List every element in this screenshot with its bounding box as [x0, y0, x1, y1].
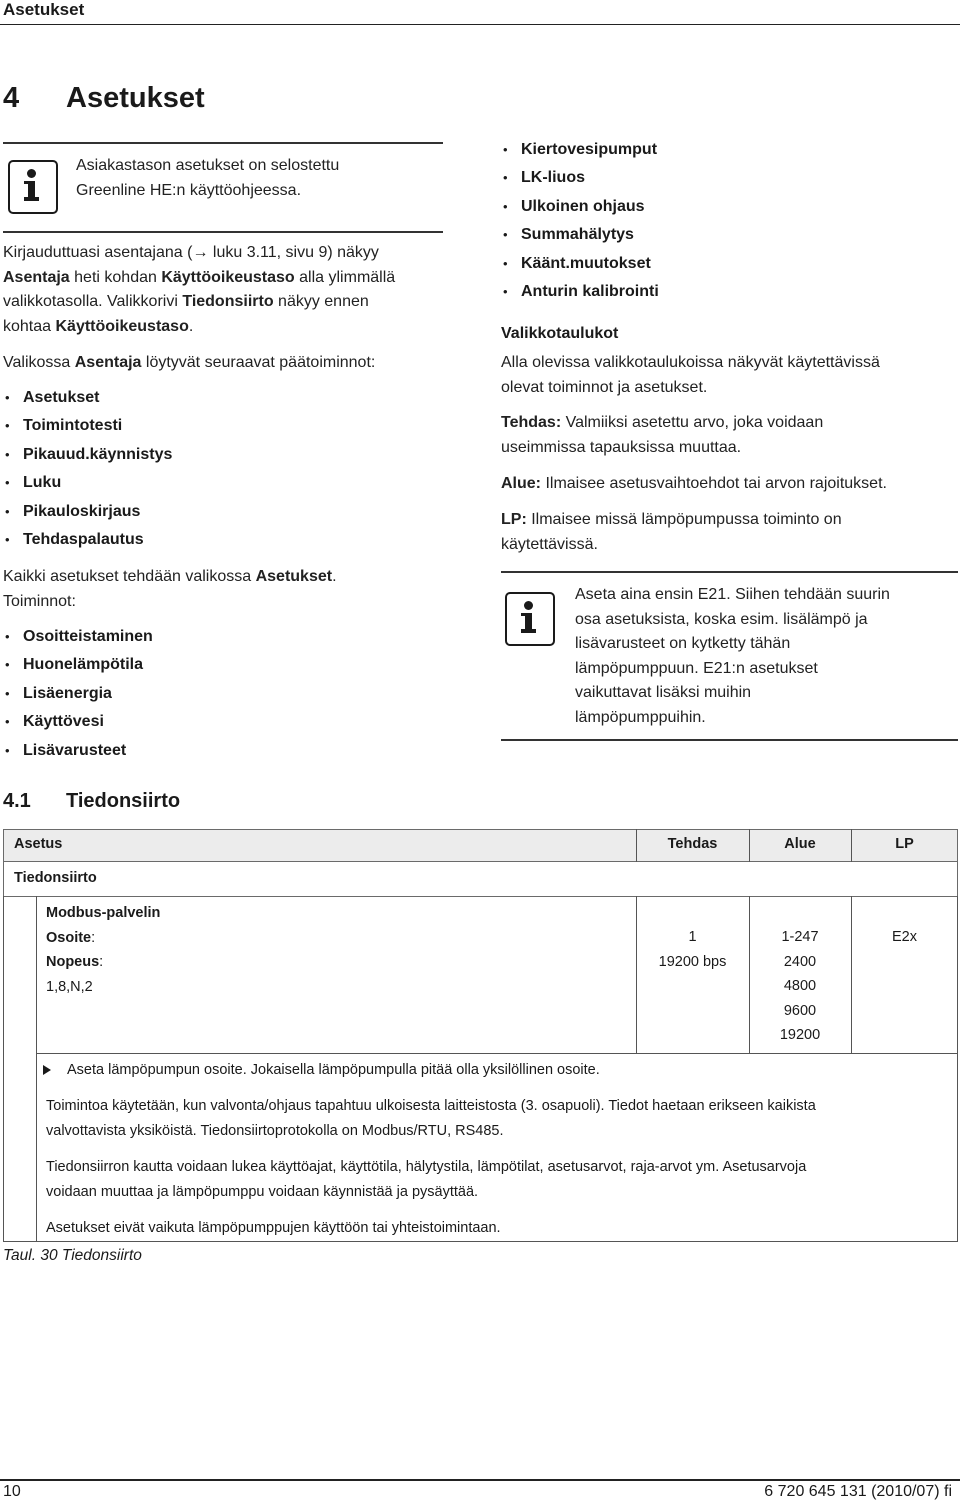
section-title: Tiedonsiirto — [66, 790, 181, 812]
list-item: • Summahälytys — [501, 221, 941, 249]
chapter-heading — [3, 82, 205, 115]
info-icon — [8, 160, 58, 214]
list-item: • Ulkoinen ohjaus — [501, 193, 941, 221]
document-number: 6 720 645 131 (2010/07) fi — [764, 1483, 952, 1500]
list-item: • Toimintotesti — [3, 412, 403, 440]
note-top-rule-top — [3, 142, 443, 144]
list-item: • Huonelämpötila — [3, 651, 403, 679]
table-group-label: Tiedonsiirto — [14, 870, 97, 886]
table-item-cell: Modbus-palvelin Osoite: Nopeus: 1,8,N,2 — [46, 901, 626, 999]
chapter-title: Asetukset — [66, 82, 205, 114]
main-functions-list — [3, 384, 403, 554]
arrow-icon: → — [192, 244, 209, 261]
settings-functions-list — [3, 623, 403, 765]
section-number: 4.1 — [3, 790, 31, 812]
table-caption: Taul. 30 Tiedonsiirto — [3, 1247, 142, 1264]
note-right-text: Aseta aina ensin E21. Siihen tehdään suurin osa asetuksista, koska esim. lisälämpö ja lisävarusteet on kytketty tähän lämpöpumppuun. E21:n asetukset vaikuttavat lisäksi muihin lämpöpumppuihin. — [575, 586, 890, 726]
list-item: • LK-liuos — [501, 164, 941, 192]
list-item: • Tehdaspalautus — [3, 526, 403, 554]
list-item: • Lisäenergia — [3, 680, 403, 708]
note-right-rule-bottom — [501, 739, 958, 741]
description-2: Tiedonsiirron kautta voidaan lukea käyttöajat, käyttötila, hälytystila, lämpötilat, asetusarvot, raja-arvot ym. Asetusarvoja voidaan muuttaa ja lämpöpumppu voidaan käynnistää ja pysäyttää. — [46, 1159, 807, 1200]
list-item: • Kiertovesipumput — [501, 136, 941, 164]
column-header-tehdas: Tehdas — [667, 836, 718, 852]
column-header-asetus: Asetus — [14, 836, 63, 852]
list-item: • Pikauloskirjaus — [3, 498, 403, 526]
section-heading — [3, 790, 180, 813]
menu-tables-paragraph: Alla olevissa valikkotaulukoissa näkyvät käytettävissä olevat toiminnot ja asetukset. — [501, 354, 880, 396]
info-icon — [505, 592, 555, 646]
settings-functions-list-continued — [501, 136, 941, 306]
list-item: • Luku — [3, 469, 403, 497]
note-right-rule-top — [501, 571, 958, 573]
legend-lp: LP: Ilmaisee missä lämpöpumpussa toiminto on käytettävissä. — [501, 511, 842, 553]
list-item: • Käyttövesi — [3, 708, 403, 736]
intro-paragraph: Kirjauduttuasi asentajana (→ luku 3.11, sivu 9) näkyy Asentaja heti kohdan Käyttöoikeustaso alla ylimmällä valikkotasolla. Valikkorivi Tiedonsiirto näkyy ennen kohtaa Käyttöoikeustaso. — [3, 244, 396, 335]
column-header-alue: Alue — [784, 836, 816, 852]
note-top-rule-bottom — [3, 231, 443, 233]
legend-alue: Alue: Ilmaisee asetusvaihtoehdot tai arvon rajoitukset. — [501, 475, 887, 492]
settings-table — [3, 829, 958, 1242]
description-3: Asetukset eivät vaikuta lämpöpumppujen käyttöön tai yhteistoimintaan. — [46, 1220, 501, 1236]
lp-cell: E2x — [892, 929, 917, 945]
tehdas-cell: 1 19200 bps — [658, 929, 727, 970]
table-group-row — [3, 861, 958, 897]
alue-cell: 1-247 2400 4800 9600 19200 — [779, 929, 821, 1043]
page-number: 10 — [3, 1483, 21, 1500]
running-header-label: Asetukset — [3, 0, 85, 19]
description-1: Toimintoa käytetään, kun valvonta/ohjaus tapahtuu ulkoisesta laitteistosta (3. osapuoli). Tiedot haetaan erikseen kaikista valvottavista yksiköistä. Tiedonsiirtoprotokolla on Modbus/RTU, RS485. — [46, 1098, 816, 1139]
item-title: Modbus-palvelin — [46, 905, 161, 921]
settings-intro: Kaikki asetukset tehdään valikossa Asetukset. Toiminnot: — [3, 568, 337, 610]
chapter-number: 4 — [3, 82, 20, 114]
legend-tehdas: Tehdas: Valmiiksi asetettu arvo, joka voidaan useimmissa tapauksissa muuttaa. — [501, 414, 824, 456]
menu-tables-heading: Valikkotaulukot — [501, 325, 619, 342]
list-item: • Asetukset — [3, 384, 403, 412]
footer-rule — [0, 1479, 960, 1481]
column-header-lp: LP — [895, 836, 914, 852]
list-item: • Osoitteistaminen — [3, 623, 403, 651]
list-item: • Lisävarusteet — [3, 737, 403, 765]
list-item: • Käänt.muutokset — [501, 250, 941, 278]
main-functions-intro: Valikossa Asentaja löytyvät seuraavat päätoiminnot: — [3, 354, 376, 371]
list-item: • Pikauud.käynnistys — [3, 441, 403, 469]
list-item: • Anturin kalibrointi — [501, 278, 941, 306]
note-top-text: Asiakastason asetukset on selostettu Greenline HE:n käyttöohjeessa. — [76, 157, 340, 199]
serial-format: 1,8,N,2 — [46, 978, 93, 995]
instruction-text: Aseta lämpöpumpun osoite. Jokaisella lämpöpumpulla pitää olla yksilöllinen osoite. — [67, 1062, 600, 1078]
play-arrow-icon — [43, 1065, 51, 1075]
running-header — [0, 0, 960, 25]
